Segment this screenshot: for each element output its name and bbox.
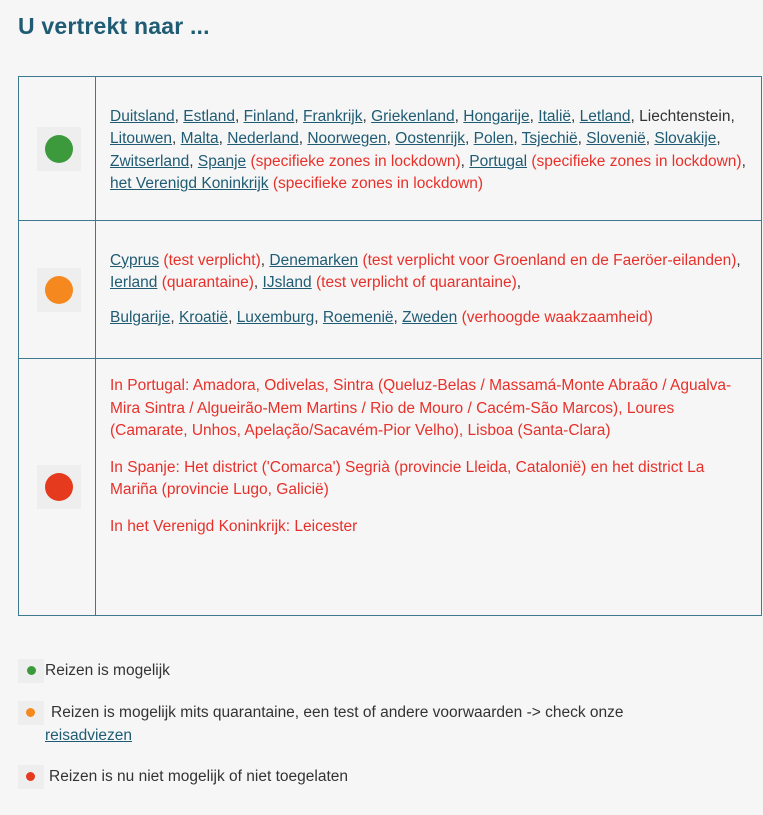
vigilance-countries: Bulgarije, Kroatië, Luxemburg, Roemenië, Zweden (verhoogde waakzaamheid)	[110, 308, 653, 326]
country-link[interactable]: Nederland	[227, 130, 299, 147]
country-link[interactable]: Slovenië	[586, 130, 646, 147]
green-status-dot-icon	[45, 135, 73, 163]
page-title: U vertrekt naar ...	[18, 13, 210, 39]
zone-row-orange	[19, 221, 762, 359]
country-link[interactable]: Roemenië	[322, 308, 394, 326]
zone-text-cell: Duitsland, Estland, Finland, Frankrijk, Griekenland, Hongarije, Italië, Letland, Liechtenstein, Litouwen, Malta, Nederland, Noorwegen, Oostenrijk, Polen, Tsjechië, Slovenië, Slovakije, Zwitserland, Spanje (specifieke zones in lockdown), Portugal (specifieke zones in lockdown), het Verenigd Koninkrijk (specifieke zones in lockdown)	[96, 77, 762, 221]
orange-status-dot-icon	[45, 276, 73, 304]
country-link-ireland[interactable]: Ierland	[110, 274, 158, 292]
status-dot-box	[37, 268, 81, 312]
country-link[interactable]: Oostenrijk	[395, 130, 466, 147]
red-status-dot-icon	[45, 473, 73, 501]
red-zones-portugal: In Portugal: Amadora, Odivelas, Sintra (Queluz-Belas / Massamá-Monte Abraão / Agualva-Mira Sintra / Algueirão-Mem Martins / Rio de Mouro / Cacém-São Marcos), Loures (Camarate, Unhos, Apelação/Sacavém-Pior Velho), Lisboa (Santa-Clara)	[110, 377, 732, 439]
country-link[interactable]: Italië	[538, 107, 572, 125]
legend-item-red	[18, 765, 748, 788]
legend-text-red: Reizen is nu niet mogelijk of niet toegelaten	[49, 768, 348, 785]
zone-row-green	[19, 77, 762, 221]
red-zones-uk: In het Verenigd Koninkrijk: Leicester	[110, 517, 358, 535]
orange-legend-dot-icon	[26, 708, 35, 717]
legend-dot-box	[18, 765, 44, 789]
legend-text-green: Reizen is mogelijk	[45, 662, 170, 679]
travel-zones-table	[18, 76, 762, 616]
ireland-note: (quarantaine)	[161, 274, 254, 292]
zone-text-cell	[96, 221, 762, 359]
zone-text-cell	[96, 359, 762, 616]
legend-item-orange	[18, 701, 748, 747]
country-link[interactable]: Polen	[473, 130, 514, 147]
country-link-uk[interactable]: het Verenigd Koninkrijk	[110, 175, 269, 192]
country-link[interactable]: Zwitserland	[110, 152, 190, 170]
country-link-portugal[interactable]: Portugal	[469, 152, 528, 170]
zone-icon-cell	[19, 221, 96, 359]
spain-note: (specifieke zones in lockdown)	[250, 152, 461, 170]
country-link[interactable]: Slovakije	[654, 130, 717, 147]
zone-icon-cell	[19, 359, 96, 616]
country-link[interactable]: Hongarije	[463, 107, 530, 125]
country-link-iceland[interactable]: IJsland	[262, 274, 312, 292]
green-legend-dot-icon	[27, 666, 36, 675]
country-link[interactable]: Finland	[243, 107, 295, 125]
cyprus-note: (test verplicht)	[163, 251, 261, 269]
conditional-countries: Cyprus (test verplicht), Denemarken (test verplicht voor Groenland en de Faeröer-eilanden), Ierland (quarantaine), IJsland (test verplicht of quarantaine),	[110, 251, 741, 292]
legend-dot-box	[18, 701, 44, 725]
iceland-note: (test verplicht of quarantaine)	[315, 274, 517, 292]
country-link[interactable]: Malta	[180, 130, 219, 147]
country-link[interactable]: Noorwegen	[307, 130, 387, 147]
country-link-denmark[interactable]: Denemarken	[269, 251, 359, 269]
zone-row-red	[19, 359, 762, 616]
country-link[interactable]: Luxemburg	[236, 308, 315, 326]
country-link[interactable]: Estland	[183, 107, 235, 125]
country-link[interactable]: Spanje	[197, 152, 247, 170]
legend-item-green	[18, 659, 748, 682]
country-link[interactable]: Bulgarije	[110, 308, 171, 326]
legend-dot-box	[18, 659, 44, 683]
country-link[interactable]: Griekenland	[371, 107, 455, 125]
country-link[interactable]: Litouwen	[110, 130, 173, 147]
zone-icon-cell	[19, 77, 96, 221]
red-zones-spain: In Spanje: Het district ('Comarca') Segrià (provincie Lleida, Catalonië) en het district La Mariña (provincie Lugo, Galicië)	[110, 458, 705, 498]
legend-orange-label: Reizen is mogelijk mits quarantaine, een test of andere voorwaarden -> check onze	[51, 704, 624, 721]
country-link-cyprus[interactable]: Cyprus	[110, 251, 160, 269]
country-link[interactable]: Letland	[579, 107, 631, 125]
vigilance-note: (verhoogde waakzaamheid)	[461, 308, 653, 326]
status-dot-box	[37, 465, 81, 509]
country-link[interactable]: Zweden	[402, 308, 458, 326]
country-text-liechtenstein: Liechtenstein	[639, 107, 731, 125]
red-legend-dot-icon	[26, 772, 35, 781]
country-link[interactable]: Kroatië	[178, 308, 229, 326]
country-link[interactable]: Tsjechië	[521, 130, 578, 147]
uk-note: (specifieke zones in lockdown)	[272, 175, 484, 192]
country-link[interactable]: Frankrijk	[303, 107, 363, 125]
legend-text-orange	[45, 701, 748, 747]
portugal-note: (specifieke zones in lockdown)	[531, 152, 742, 170]
country-link[interactable]: Duitsland	[110, 107, 175, 125]
status-dot-box	[37, 127, 81, 171]
denmark-note: (test verplicht voor Groenland en de Faeröer-eilanden)	[362, 251, 737, 269]
travel-advice-link[interactable]: reisadviezen	[45, 727, 133, 744]
